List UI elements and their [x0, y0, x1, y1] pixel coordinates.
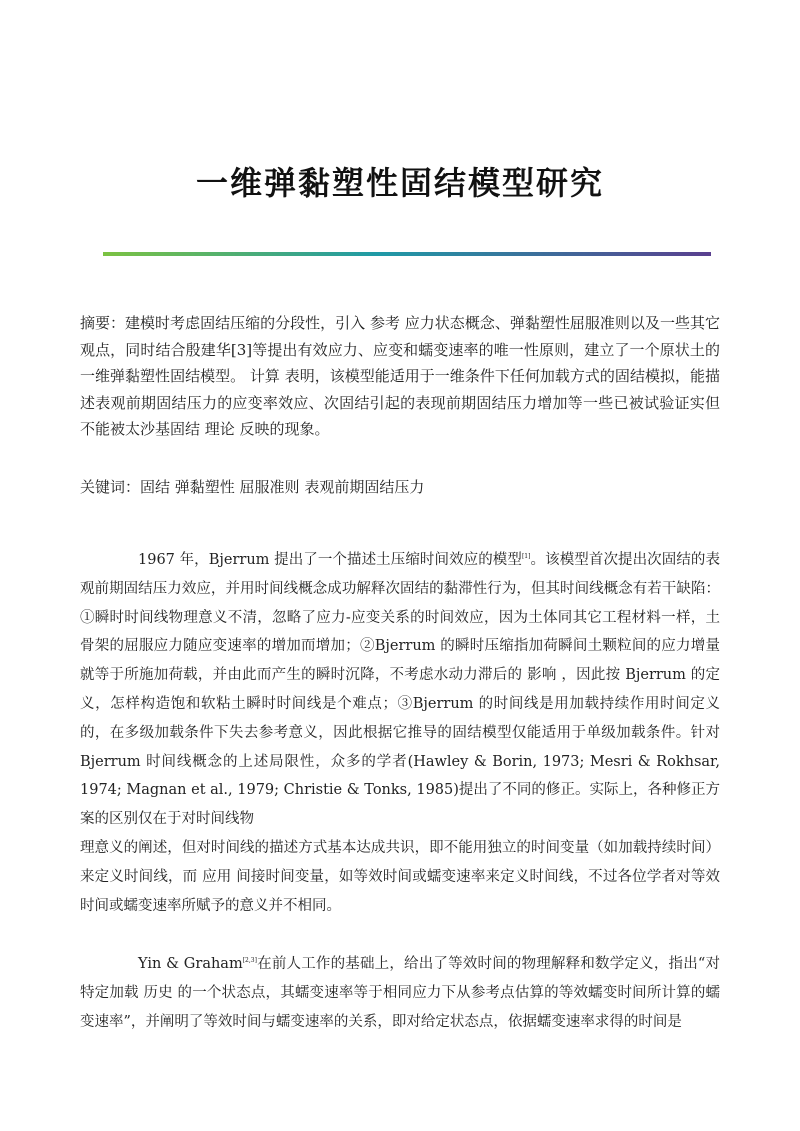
paragraph-2-text-before-ref: Yin & Graham [138, 956, 243, 972]
paragraph-1-main [80, 546, 720, 834]
paragraph-2-text-after-ref: 在前人工作的基础上，给出了等效时间的物理解释和数学定义，指出“对特定加载 历史 的一个状态点，其蠕变速率等于相同应力下从参考点估算的等效蠕变时间所计算的蠕变速率”，并阐明了等效时间与蠕变速率的关系，即对给定状态点，依据蠕变速率求得的时间是 [80, 956, 720, 1030]
paragraph-1-continuation: 理意义的阐述，但对时间线的描述方式基本达成共识，即不能用独立的时间变量（如加载持续时间）来定义时间线，而 应用 间接时间变量，如等效时间或蠕变速率来定义时间线，不过各位学者对等效时间或蠕变速率所赋予的意义并不相同。 [80, 839, 720, 914]
body-paragraph-1 [80, 546, 720, 920]
keywords-text: 固结 弹黏塑性 屈服准则 表观前期固结压力 [140, 478, 425, 496]
body-paragraph-2 [80, 950, 720, 1036]
title-divider [103, 252, 711, 256]
keywords [80, 474, 720, 500]
citation-ref-1: [1] [521, 553, 531, 560]
keywords-label: 关键词： [80, 478, 141, 496]
paragraph-1-text-before-ref: 1967 年，Bjerrum 提出了一个描述土压缩时间效应的模型 [138, 552, 522, 568]
abstract-label: 摘要： [80, 314, 126, 332]
document-title: 一维弹黏塑性固结模型研究 [195, 164, 604, 202]
paragraph-1-text-after-ref: 。该模型首次提出次固结的表观前期固结压力效应，并用时间线概念成功解释次固结的黏滞性行为，但其时间线概念有若干缺陷：①瞬时时间线物理意义不清，忽略了应力-应变关系的时间效应，因为土体同其它工程材料一样，土骨架的屈服应力随应变速率的增加而增加；②Bjerrum 的瞬时压缩指加荷瞬间土颗粒间的应力增量就等于所施加荷载，并由此而产生的瞬时沉降，不考虑水动力滞后的 影响 ，因此按 Bjerrum 的定义，怎样构造饱和软粘土瞬时时间线是个难点；③Bjerrum 的时间线是用加载持续作用时间定义的，在多级加载条件下失去参考意义，因此根据它推导的固结模型仅能适用于单级加载条件。针对 Bjerrum 时间线概念的上述局限性，众多的学者(Hawley & Borin, 1973; Mesri & Rokhsar, 1974; Magnan et al., 1979; Christie & Tonks, 1985)提出了不同的修正。实际上，各种修正方案的区别仅在于对时间线物 [80, 552, 720, 828]
citation-ref-2: [2,3] [242, 957, 257, 964]
abstract [80, 310, 720, 443]
abstract-text: 建模时考虑固结压缩的分段性，引入 参考 应力状态概念、弹黏塑性屈服准则以及一些其它观点，同时结合殷建华[3]等提出有效应力、应变和蠕变速率的唯一性原则，建立了一个原状土的一维弹黏塑性固结模型。 计算 表明，该模型能适用于一维条件下任何加载方式的固结模拟，能描述表观前期固结压力的应变率效应、次固结引起的表现前期固结压力增加等一些已被试验证实但不能被太沙基固结 理论 反映的现象。 [80, 314, 720, 439]
